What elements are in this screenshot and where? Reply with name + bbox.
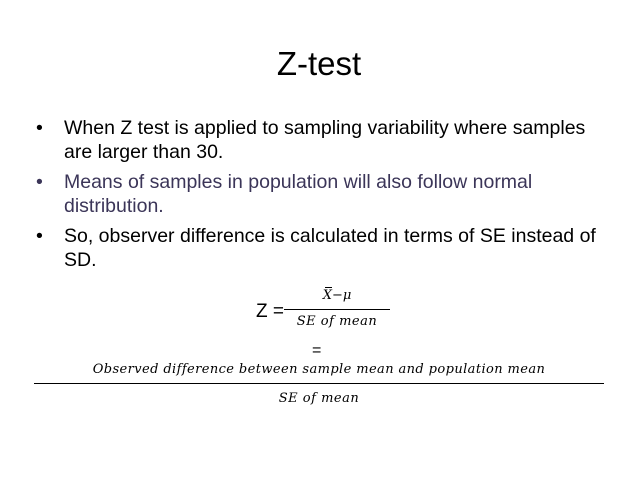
expanded-fraction: [34, 360, 604, 408]
bullet-marker: •: [36, 117, 43, 139]
z-denominator: SE of mean: [296, 314, 378, 329]
expanded-numerator: Observed difference between sample mean and population mean: [92, 362, 546, 377]
bullet-text: When Z test is applied to sampling variability where samples are larger than 30.: [64, 117, 586, 163]
bullet-marker: •: [36, 171, 43, 193]
z-fraction: [284, 286, 390, 330]
bullet-list: [36, 116, 616, 278]
fraction-bar: [284, 309, 390, 310]
equals-sign: =: [312, 342, 322, 359]
minus-mu: −μ: [331, 288, 352, 303]
bullet-text: So, observer difference is calculated in terms of SE instead of SD.: [64, 225, 596, 271]
expanded-denominator: SE of mean: [278, 391, 360, 406]
slide-title: Z-test: [276, 45, 362, 82]
bullet-item: [36, 224, 616, 272]
bullet-text: Means of samples in population will also follow normal distribution.: [64, 171, 533, 217]
bullet-marker: •: [36, 225, 43, 247]
z-equals-label: Z =: [256, 301, 284, 322]
z-numerator: [284, 286, 390, 306]
bullet-item: [36, 116, 616, 164]
x-bar-symbol: X: [323, 286, 332, 306]
fraction-bar: [34, 383, 604, 384]
bullet-item: [36, 170, 616, 218]
